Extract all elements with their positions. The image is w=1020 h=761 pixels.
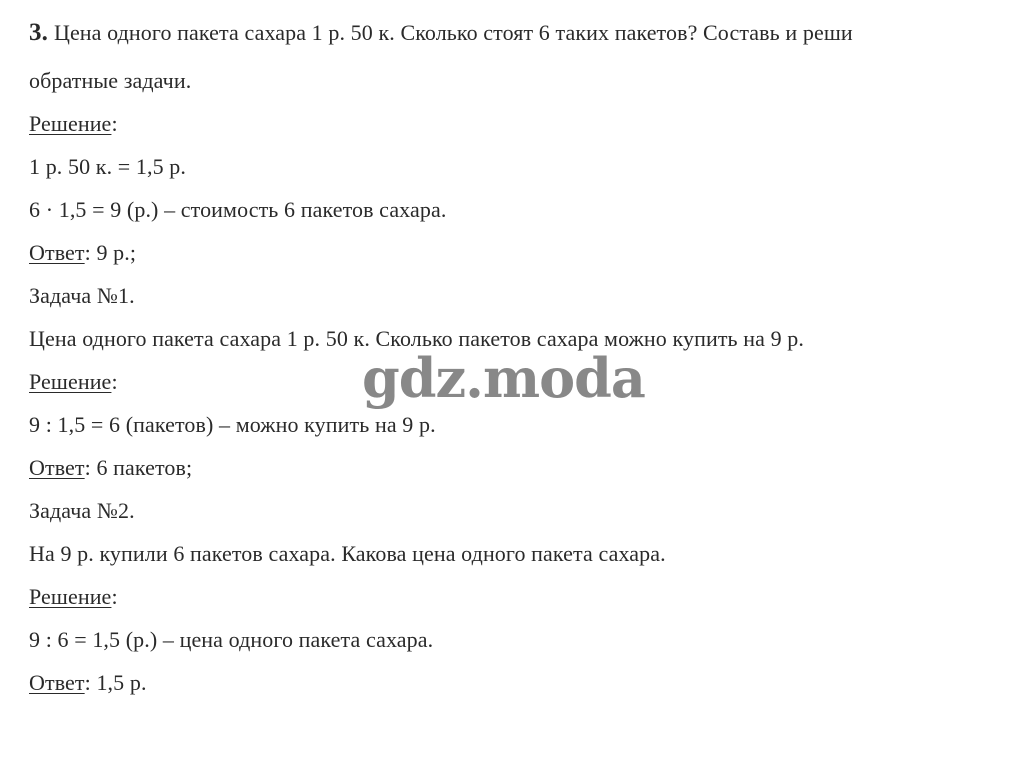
answer-label: Ответ xyxy=(29,670,85,695)
answer-label: Ответ xyxy=(29,240,85,265)
colon: : xyxy=(111,369,118,394)
problem1-step1: 9 : 1,5 = 6 (пакетов) – можно купить на 9 р. xyxy=(29,412,436,437)
main-step1: 1 р. 50 к. = 1,5 р. xyxy=(29,154,186,179)
main-answer-value: 9 р.; xyxy=(90,240,137,265)
task-text-line1: Цена одного пакета сахара 1 р. 50 к. Сколько стоят 6 таких пакетов? Составь и реши xyxy=(53,20,853,45)
problem2-solution-heading xyxy=(29,584,118,610)
problem2-answer xyxy=(29,670,147,696)
problem2-text: На 9 р. купили 6 пакетов сахара. Какова цена одного пакета сахара. xyxy=(29,541,666,566)
main-answer xyxy=(29,240,136,266)
problem2-step1: 9 : 6 = 1,5 (р.) – цена одного пакета сахара. xyxy=(29,627,434,652)
solution-label: Решение xyxy=(29,584,112,609)
problem1-title: Задача №1. xyxy=(29,283,135,308)
main-step2: 6 · 1,5 = 9 (р.) – стоимость 6 пакетов сахара. xyxy=(29,197,447,222)
task-statement-line1 xyxy=(29,20,853,46)
problem1-answer xyxy=(29,455,192,481)
colon: : xyxy=(84,240,91,265)
problem1-text: Цена одного пакета сахара 1 р. 50 к. Сколько пакетов сахара можно купить на 9 р. xyxy=(29,326,805,351)
task-number: 3. xyxy=(29,19,48,46)
solution-label: Решение xyxy=(29,111,112,136)
watermark: gdz.moda xyxy=(362,346,645,410)
colon: : xyxy=(111,111,118,136)
problem2-title: Задача №2. xyxy=(29,498,135,523)
answer-label: Ответ xyxy=(29,455,85,480)
colon: : xyxy=(84,670,91,695)
problem2-answer-value: 1,5 р. xyxy=(90,670,147,695)
colon: : xyxy=(84,455,91,480)
solution-label: Решение xyxy=(29,369,112,394)
task-statement-line2: обратные задачи. xyxy=(29,68,192,93)
solution-heading xyxy=(29,111,118,137)
colon: : xyxy=(111,584,118,609)
problem1-solution-heading xyxy=(29,369,118,395)
problem1-answer-value: 6 пакетов; xyxy=(90,455,193,480)
